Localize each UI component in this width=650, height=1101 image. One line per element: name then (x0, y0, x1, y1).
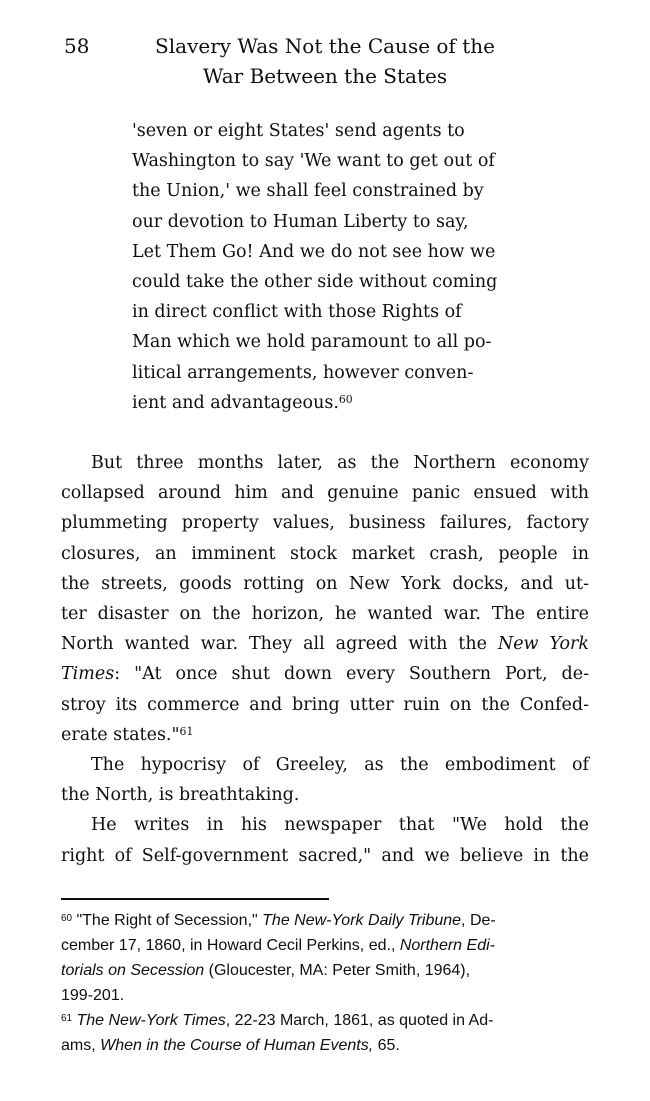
text-line: in direct conflict with those Rights of (132, 302, 462, 323)
block-quote (132, 116, 594, 418)
footnote-reference: 60 (338, 392, 353, 406)
italic-text: torials on Secession (61, 962, 205, 979)
text-line: North wanted war. They all agreed with the New York (61, 634, 590, 655)
text-line: 199-201. (61, 987, 125, 1004)
footnote-reference: 60 (61, 912, 73, 924)
text-line: our devotion to Human Liberty to say, (132, 211, 469, 232)
page-number: 58 (64, 34, 90, 58)
text-line: 'seven or eight States' send agents to (132, 121, 465, 141)
text-line: $^{60}$ "The Right of Secession," The New-York Daily Tribune, De- (61, 912, 496, 929)
text-line: $^{61}$ The New-York Times, 22-23 March, 1861, as quoted in Ad- (61, 1012, 494, 1029)
text-line: collapsed around him and genuine panic ensued with (61, 483, 589, 504)
running-head-title-line1: Slavery Was Not the Cause of the (155, 34, 495, 58)
footnote-reference: 61 (61, 1012, 73, 1024)
italic-text: The New-York Times (76, 1012, 226, 1029)
text-line: The hypocrisy of Greeley, as the embodiment of (91, 755, 589, 776)
footnotes (61, 908, 593, 1058)
footnote-reference: 61 (179, 724, 194, 738)
text-line: ter disaster on the horizon, he wanted war. The entire (61, 604, 589, 625)
text-line: Let Them Go! And we do not see how we (132, 241, 496, 262)
text-line: Times: "At once shut down every Southern Port, de- (61, 664, 589, 685)
italic-text: When in the Course of Human Events, (100, 1037, 374, 1054)
text-line: litical arrangements, however conven- (132, 362, 474, 383)
text-line: plummeting property values, business failures, factory (61, 513, 589, 534)
text-line: the North, is breathtaking. (61, 785, 300, 806)
italic-text: Times (61, 664, 115, 685)
text-line: stroy its commerce and bring utter ruin on the Confed- (61, 694, 589, 715)
text-line: ient and advantageous.$^{60}$ (132, 392, 353, 413)
text-line: cember 17, 1860, in Howard Cecil Perkins, ed., Northern Edi- (61, 937, 495, 954)
text-line: could take the other side without coming (132, 272, 498, 293)
body-text (61, 448, 589, 871)
text-line: Washington to say 'We want to get out of (132, 151, 495, 172)
text-line: Man which we hold paramount to all po- (132, 332, 492, 353)
text-line: ams, When in the Course of Human Events, 65. (61, 1037, 400, 1054)
text-line: the streets, goods rotting on New York docks, and ut- (61, 573, 589, 594)
running-head (0, 31, 650, 91)
text-line: the Union,' we shall feel constrained by (132, 181, 484, 202)
text-line: erate states."$^{61}$ (61, 724, 194, 745)
running-head-title-line2: War Between the States (202, 64, 448, 88)
text-line: right of Self-government sacred," and we believe in the (61, 845, 589, 866)
text-line: closures, an imminent stock market crash, people in (61, 543, 589, 564)
italic-text: New York (497, 634, 590, 655)
italic-text: Northern Edi- (399, 937, 495, 954)
text-line: He writes in his newspaper that "We hold the (91, 815, 589, 836)
footnote-separator-rule (61, 898, 329, 900)
italic-text: The New-York Daily Tribune (262, 912, 462, 929)
text-line: torials on Secession (Gloucester, MA: Peter Smith, 1964), (61, 962, 471, 979)
text-line: But three months later, as the Northern economy (91, 453, 589, 473)
